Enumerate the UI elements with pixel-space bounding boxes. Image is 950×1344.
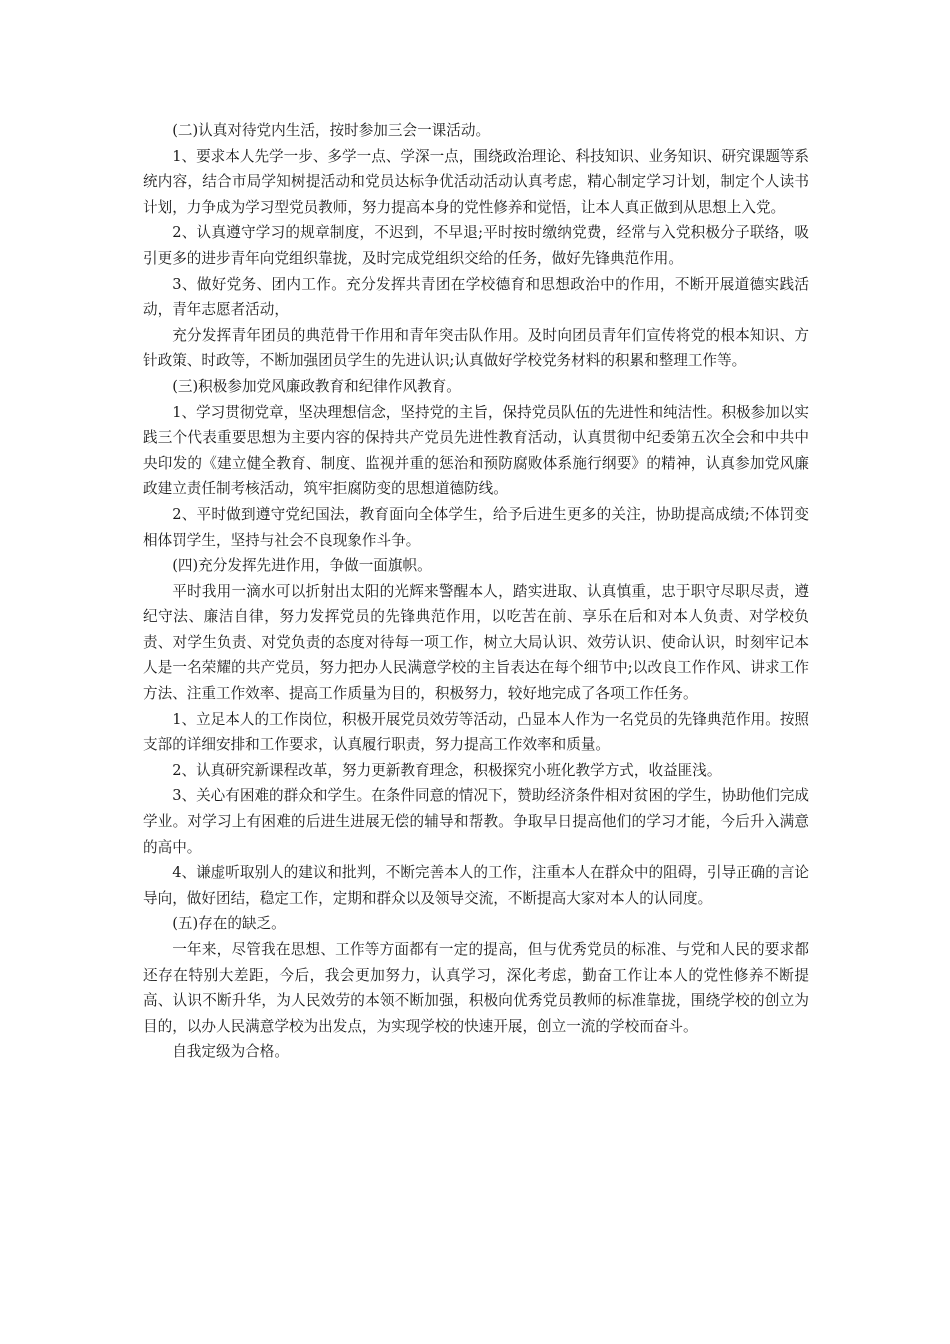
paragraph-party-work: 3、做好党务、团内工作。充分发挥共青团在学校德育和思想政治中的作用，不断开展道德实践活动，青年志愿者活动， <box>143 275 809 319</box>
document-body <box>143 118 809 1065</box>
paragraph-job-post: 1、立足本人的工作岗位，积极开展党员效劳等活动，凸显本人作为一名党员的先锋典范作用。按照支部的详细安排和工作要求，认真履行职责，努力提高工作效率和质量。 <box>143 710 810 754</box>
paragraph-shortcomings: 一年来，尽管我在思想、工作等方面都有一定的提高，但与优秀党员的标准、与党和人民的要求都还存在特别大差距，今后，我会更加努力，认真学习，深化考虑，勤奋工作让本人的党性修养不断提高、认识不断升华，为人民效劳的本领不断加强，积极向优秀党员教师的标准靠拢，围绕学校的创立为目的，以办人民满意学校为出发点，为实现学校的快速开展，创立一流的学校而奋斗。 <box>143 941 809 1035</box>
section-heading-2: (二)认真对待党内生活，按时参加三会一课活动。 <box>172 122 491 139</box>
paragraph-youth-league: 充分发挥青年团员的典范骨干作用和青年突击队作用。及时向团员青年们宣传将党的根本知识、方针政策、时政等，不断加强团员学生的先进认识;认真做好学校党务材料的积累和整理工作等。 <box>143 326 809 370</box>
paragraph-criticism: 4、谦虚听取别人的建议和批判，不断完善本人的工作，注重本人在群众中的阻碍，引导正确的言论导向，做好团结，稳定工作，定期和群众以及领导交流，不断提高大家对本人的认同度。 <box>143 864 810 907</box>
paragraph-curriculum-reform: 2、认真研究新课程改革，努力更新教育理念，积极探究小班化教学方式，收益匪浅。 <box>172 761 722 779</box>
section-heading-3: (三)积极参加党风廉政教育和纪律作风教育。 <box>172 377 461 395</box>
paragraph-party-constitution: 1、学习贯彻党章，坚决理想信念，坚持党的主旨，保持党员队伍的先进性和纯洁性。积极参加以实践三个代表重要思想为主要内容的保持共产党员先进性教育活动，认真贯彻中纪委第五次全会和中共中央印发的《建立健全教育、制度、监视并重的惩治和预防腐败体系施行纲要》的精神，认真参加党风廉政建立责任制考核活动，筑牢拒腐防变的思想道德防线。 <box>143 403 810 498</box>
paragraph-rules: 2、认真遵守学习的规章制度，不迟到，不早退;平时按时缴纳党费，经常与入党积极分子联络，吸引更多的进步青年向党组织靠拢，及时完成党组织交给的任务，做好先锋典范作用。 <box>143 224 809 267</box>
paragraph-care-students: 3、关心有困难的群众和学生。在条件同意的情况下，赞助经济条件相对贫困的学生，协助他们完成学业。对学习上有困难的后进生进展无偿的辅导和帮教。争取早日提高他们的学习才能，今后升入满意的高中。 <box>143 787 810 856</box>
paragraph-self-rating: 自我定级为合格。 <box>172 1043 289 1061</box>
section-heading-4: (四)充分发挥先进作用，争做一面旗帜。 <box>172 557 432 575</box>
section-heading-5: (五)存在的缺乏。 <box>172 915 286 933</box>
paragraph-self-reflection: 平时我用一滴水可以折射出太阳的光辉来警醒本人，踏实进取、认真慎重，忠于职守尽职尽责，遵纪守法、廉洁自律，努力发挥党员的先锋典范作用，以吃苦在前、享乐在后和对本人负责、对学校负责、对学生负责、对党负责的态度对待每一项工作，树立大局认识、效劳认识、使命认识，时刻牢记本人是一名荣耀的共产党员，努力把办人民满意学校的主旨表达在每个细节中;以改良工作作风、讲求工作方法、注重工作效率、提高工作质量为目的，积极努力，较好地完成了各项工作任务。 <box>143 582 809 703</box>
paragraph-discipline: 2、平时做到遵守党纪国法，教育面向全体学生，给予后进生更多的关注，协助提高成绩;不体罚变相体罚学生，坚持与社会不良现象作斗争。 <box>143 505 809 549</box>
paragraph-study-plan: 1、要求本人先学一步、多学一点、学深一点，围绕政治理论、科技知识、业务知识、研究课题等系统内容，结合市局学知树提活动和党员达标争优活动活动认真考虑，精心制定学习计划，制定个人读书计划，力争成为学习型党员教师，努力提高本身的党性修养和觉悟，让本人真正做到从思想上入党。 <box>143 147 810 216</box>
